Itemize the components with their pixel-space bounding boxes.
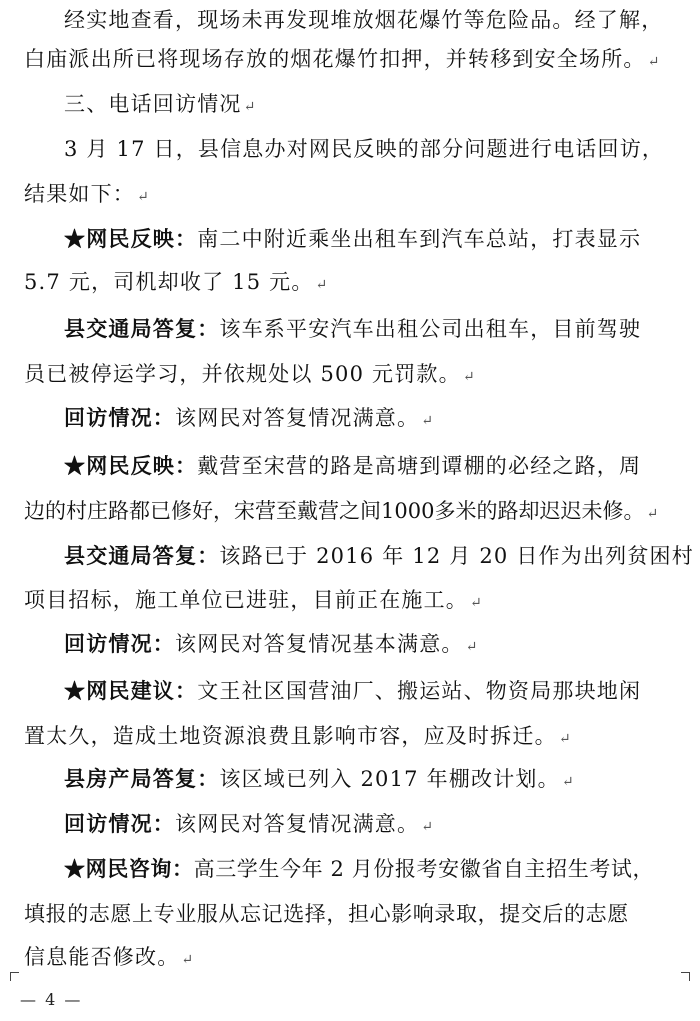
paragraph-line xyxy=(24,180,150,211)
paragraph-mark: ↵ xyxy=(421,819,435,835)
item-label: ★网民反映： xyxy=(64,226,198,251)
paragraph-mark: ↵ xyxy=(421,413,435,429)
paragraph-line xyxy=(64,677,641,705)
paragraph-line xyxy=(64,225,641,253)
line-text: 5.7 元，司机却收了 15 元。 xyxy=(24,270,314,294)
line-text: 该网民对答复情况基本满意。 xyxy=(175,632,464,656)
paragraph-line xyxy=(24,45,661,76)
line-text: 戴营至宋营的路是高塘到谭棚的必经之路，周 xyxy=(197,454,642,478)
paragraph-line xyxy=(24,586,483,617)
item-label: 回访情况： xyxy=(64,405,175,430)
line-text: 文王社区国营油厂、搬运站、物资局那块地闲 xyxy=(197,679,642,703)
paragraph-line xyxy=(64,855,654,883)
paragraph-mark: ↵ xyxy=(465,639,479,655)
paragraph-line xyxy=(24,943,194,974)
paragraph-line xyxy=(64,765,575,796)
line-text: 置太久，造成土地资源浪费且影响市容，应及时拆迁。 xyxy=(24,724,557,748)
section-heading xyxy=(64,90,257,121)
paragraph-line xyxy=(24,497,658,528)
line-text: 高三学生今年 2 月份报考安徽省自主招生考试， xyxy=(193,857,655,881)
paragraph-mark: ↵ xyxy=(558,731,572,747)
paragraph-mark: ↵ xyxy=(462,369,476,385)
item-label: 县交通局答复： xyxy=(64,316,220,341)
paragraph-line xyxy=(64,404,434,435)
heading-text: 三、电话回访情况 xyxy=(64,92,242,116)
paragraph-mark: ↵ xyxy=(137,189,150,205)
line-text: 该路已于 2016 年 12 月 20 日作为出列贫困村 xyxy=(219,544,694,568)
page-number: — 4 — xyxy=(20,990,83,1009)
item-label: 县房产局答复： xyxy=(64,766,220,791)
line-text: 项目招标，施工单位已进驻，目前正在施工。 xyxy=(24,588,468,612)
item-label: ★网民反映： xyxy=(64,453,198,478)
paragraph-line xyxy=(24,900,629,928)
line-text: 员已被停运学习，并依规处以 500 元罚款。 xyxy=(24,362,461,386)
paragraph-line xyxy=(64,6,663,34)
item-label: 县交通局答复： xyxy=(64,543,220,568)
paragraph-line xyxy=(64,135,664,163)
line-text: 经实地查看，现场未再发现堆放烟花爆竹等危险品。经了解， xyxy=(64,8,664,32)
paragraph-mark: ↵ xyxy=(470,595,483,611)
paragraph-mark: ↵ xyxy=(561,774,575,790)
paragraph-line xyxy=(24,360,476,391)
line-text: 白庙派出所已将现场存放的烟花爆竹扣押，并转移到安全场所。 xyxy=(24,47,646,71)
paragraph-line xyxy=(64,452,641,480)
paragraph-line xyxy=(64,315,641,343)
item-label: ★网民咨询： xyxy=(64,856,194,881)
line-text: 3 月 17 日，县信息办对网民反映的部分问题进行电话回访， xyxy=(64,137,665,161)
line-text: 结果如下： xyxy=(24,182,135,206)
paragraph-mark: ↵ xyxy=(243,99,257,115)
paragraph-mark: ↵ xyxy=(646,506,659,522)
line-text: 南二中附近乘坐出租车到汽车总站，打表显示 xyxy=(197,227,642,251)
item-label: ★网民建议： xyxy=(64,678,198,703)
line-text: 填报的志愿上专业服从忘记选择，担心影响录取，提交后的志愿 xyxy=(24,902,629,926)
paragraph-mark: ↵ xyxy=(315,277,329,293)
paragraph-line xyxy=(24,268,328,299)
line-text: 该车系平安汽车出租公司出租车，目前驾驶 xyxy=(219,317,642,341)
line-text: 边的村庄路都已修好，宋营至戴营之间1000多米的路却迟迟未修。 xyxy=(24,499,645,523)
line-text: 该区域已列入 2017 年棚改计划。 xyxy=(219,767,560,791)
item-label: 回访情况： xyxy=(64,631,175,656)
item-label: 回访情况： xyxy=(64,811,175,836)
line-text: 信息能否修改。 xyxy=(24,945,180,969)
paragraph-mark: ↵ xyxy=(181,952,195,968)
margin-corner-mark xyxy=(681,972,690,981)
line-text: 该网民对答复情况满意。 xyxy=(175,406,420,430)
paragraph-mark: ↵ xyxy=(647,54,661,70)
line-text: 该网民对答复情况满意。 xyxy=(175,812,420,836)
margin-corner-mark xyxy=(10,972,19,981)
paragraph-line xyxy=(64,630,479,661)
paragraph-line xyxy=(64,810,434,841)
paragraph-line xyxy=(24,722,572,753)
paragraph-line xyxy=(64,542,694,570)
